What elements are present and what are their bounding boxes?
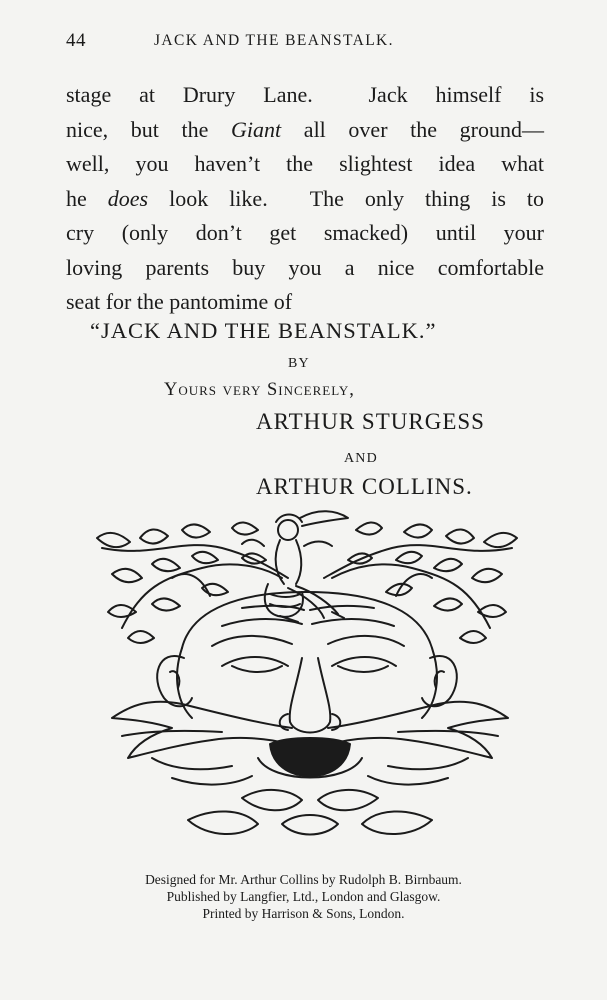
body-line-7: seat for the pantomime of — [66, 289, 293, 314]
mouth — [270, 738, 350, 776]
author-collins: ARTHUR COLLINS. — [256, 474, 473, 499]
ear-left — [157, 656, 192, 706]
moustache-right — [328, 702, 508, 758]
body-line-6: loving parents buy you a nice comfortable — [66, 254, 544, 280]
body-line-5: cry (only don’t get smacked) until your — [66, 220, 544, 245]
by-label: BY — [288, 356, 310, 371]
leaf — [97, 533, 130, 547]
giant-head — [182, 592, 437, 718]
body-paragraph — [66, 78, 544, 320]
chin-ornament — [242, 790, 302, 810]
brow-left — [212, 636, 292, 646]
credit-designed: Designed for Mr. Arthur Collins by Rudolph B. Birnbaum. — [145, 872, 462, 887]
body-line-4: he does look like. The only thing is to — [66, 185, 545, 211]
pantomime-title: “JACK AND THE BEANSTALK.” — [90, 318, 437, 343]
eye-right — [332, 657, 396, 666]
giant-face-illustration — [92, 508, 522, 858]
body-line-1: stage at Drury Lane. Jack himself is — [66, 82, 545, 107]
running-head: JACK AND THE BEANSTALK. — [154, 32, 394, 49]
author-sturgess: ARTHUR STURGESS — [256, 409, 485, 434]
nose — [290, 658, 331, 733]
brow-right — [328, 636, 404, 646]
and-label: AND — [344, 451, 378, 466]
body-line-2: nice, but the Giant all over the ground— — [66, 116, 544, 142]
eye-left — [222, 657, 288, 666]
emphasis-giant: Giant — [231, 116, 282, 142]
page-number: 44 — [66, 30, 86, 51]
credit-published: Published by Langfier, Ltd., London and Glasgow. — [166, 889, 441, 904]
ear-right — [422, 656, 457, 706]
credit-printed: Printed by Harrison & Sons, London. — [202, 906, 405, 921]
body-line-3: well, you haven’t the slightest idea what — [66, 151, 544, 176]
vine-left — [102, 545, 288, 578]
signoff: Yours very Sincerely, — [164, 380, 355, 400]
emphasis-does: does — [107, 185, 149, 211]
moustache-left — [112, 702, 292, 758]
credits — [60, 871, 547, 922]
